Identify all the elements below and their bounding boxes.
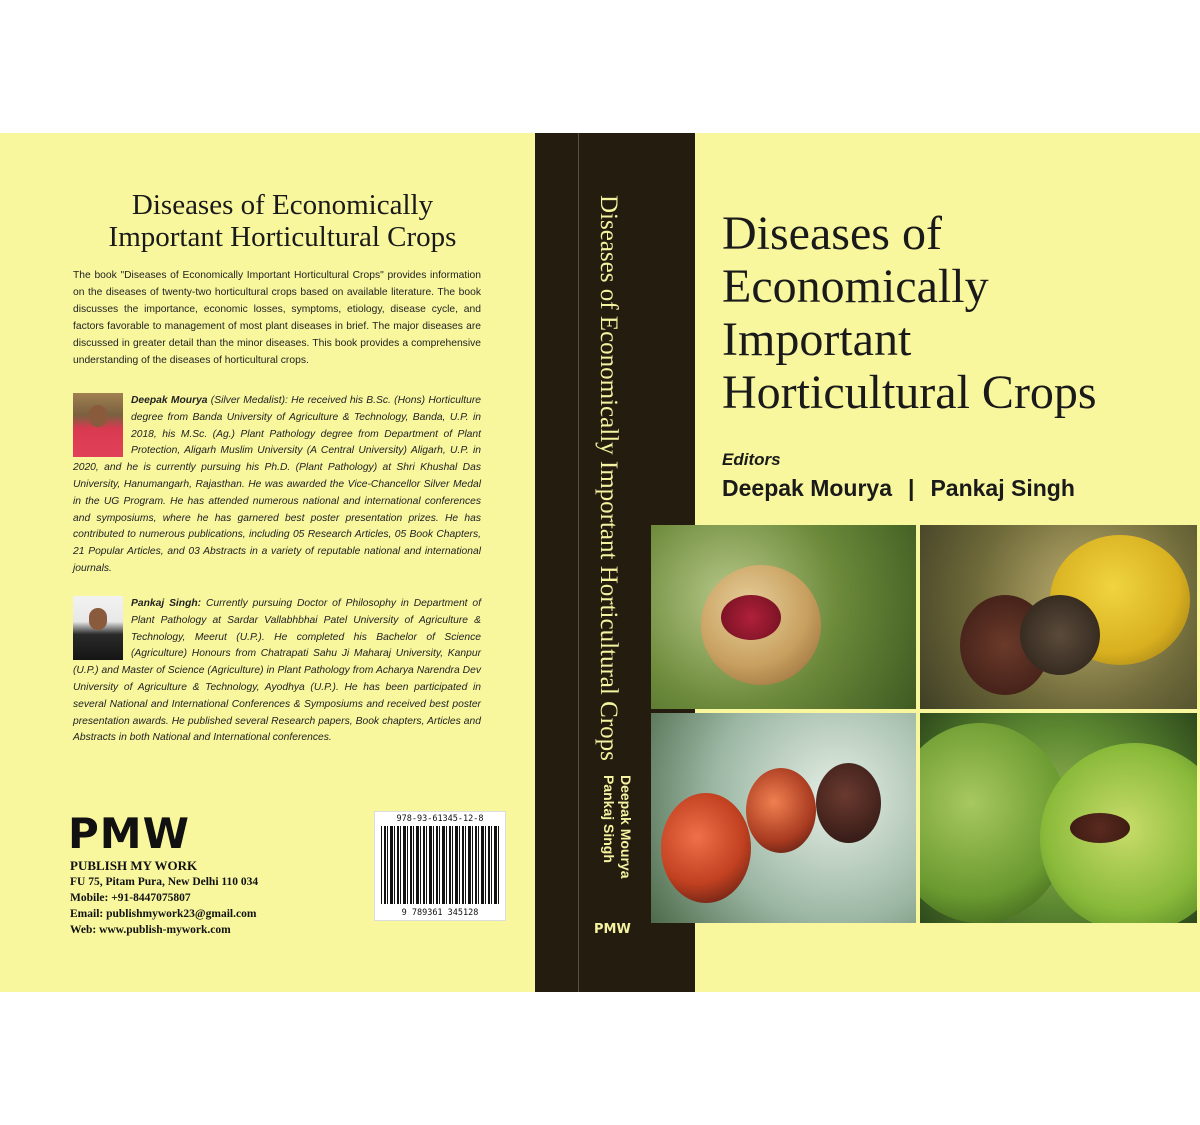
author-bio-text: (Silver Medalist): He received his B.Sc. (Hons) Horticulture degree from Banda University of Agriculture & Technology, Banda, U.P. in 2018, his M.Sc. (Ag.) Plant Pathology degree from Department of Plant Protection, Aligarh Muslim University (A Central University) Aligarh, U.P. in 2020, and he is currently pursuing his Ph.D. (Plant Pathology) at Shri Khushal Das University, Hanumangarh, Rajasthan. He was awarded the Vice-Chancellor Silver Medal in the UG Program. He has attended numerous national and international conferences and symposiums, where he has garnered best poster presentation prizes. He has contributed to numerous publications, including 05 Research Articles, 05 Book Chapters, 21 Popular Articles, and 03 Abstracts in a variety of reputable national and international journals. (73, 395, 481, 574)
author-bio-text: Currently pursuing Doctor of Philosophy in Department of Plant Pathology at Sardar Vallabhbhai Patel University of Agriculture & Technology, Meerut (U.P.). He completed his Bachelor of Science (Agriculture) Honours from Chatrapati Sahu Ji Maharaj University, Kanpur (U.P.) and Master of Science (Agriculture) in Plant Pathology from Acharya Narendra Dev University of Agriculture & Technology, Ayodhya (U.P.). He has been participated in several National and International Conferences & Symposiums and received best poster presentation awards. He published several Research papers, Book chapters, Articles and Abstracts in both National and International conferences. (73, 598, 481, 744)
author-photo (73, 596, 123, 660)
isbn-number: 978-93-61345-12-8 (396, 814, 484, 824)
front-title-line: Important (722, 313, 912, 366)
diseased-tomato-photo (651, 713, 916, 923)
diseased-apple-photo (920, 525, 1197, 709)
book-description: The book "Diseases of Economically Important Horticultural Crops" provides information on the diseases of twenty-two horticultural crops based on available literature. The book discusses the importance, economic losses, symptoms, etiology, disease cycle, and factors favorable to management of most plant diseases in brief. The major diseases are discussed in greater detail than the minor diseases. This book provides a comprehensive understanding of the diseases of horticultural crops. (73, 270, 481, 366)
front-title-line: Diseases of (722, 207, 942, 260)
front-cover-title (722, 207, 1097, 419)
back-title-line: Important Horticultural Crops (108, 221, 457, 253)
publisher-logo: PMW (68, 809, 190, 858)
spine-author: Deepak Mourya (618, 775, 634, 879)
spine-author: Pankaj Singh (601, 775, 617, 863)
publisher-info (70, 858, 258, 938)
spine-divider (578, 133, 579, 992)
spine-title: Diseases of Economically Important Horticultural Crops (595, 195, 622, 761)
publisher-address: FU 75, Pitam Pura, New Delhi 110 034 (70, 876, 259, 888)
editors-names (722, 475, 1075, 502)
diseased-guava-photo (920, 713, 1197, 923)
back-cover (0, 133, 535, 992)
back-title-line: Diseases of Economically (131, 189, 434, 221)
author-bio-pankaj (73, 596, 481, 747)
crop-photo-grid (651, 525, 1197, 923)
pomegranate-photo (651, 525, 916, 709)
isbn-barcode (374, 811, 506, 921)
barcode-digits: 9 789361 345128 (401, 908, 479, 918)
editors-label: Editors (722, 450, 781, 469)
publisher-name: PUBLISH MY WORK (70, 858, 198, 873)
publisher-email: Email: publishmywork23@gmail.com (70, 908, 257, 920)
front-title-line: Economically (722, 260, 989, 313)
publisher-mobile: Mobile: +91-8447075807 (70, 892, 191, 904)
publisher-web: Web: www.publish-mywork.com (70, 924, 231, 936)
back-cover-title (60, 189, 505, 253)
barcode-bars (381, 826, 499, 904)
spine-publisher-logo: PMW (594, 922, 631, 937)
spine-authors (600, 775, 634, 878)
author-name: Deepak Mourya (131, 395, 208, 406)
editor-name: Pankaj Singh (930, 475, 1075, 501)
editor-name: Deepak Mourya (722, 475, 893, 501)
author-name: Pankaj Singh: (131, 598, 202, 609)
book-cover (0, 133, 1200, 992)
author-bio-deepak (73, 393, 481, 578)
editor-separator: | (908, 475, 915, 501)
author-photo (73, 393, 123, 457)
front-title-line: Horticultural Crops (722, 366, 1097, 419)
